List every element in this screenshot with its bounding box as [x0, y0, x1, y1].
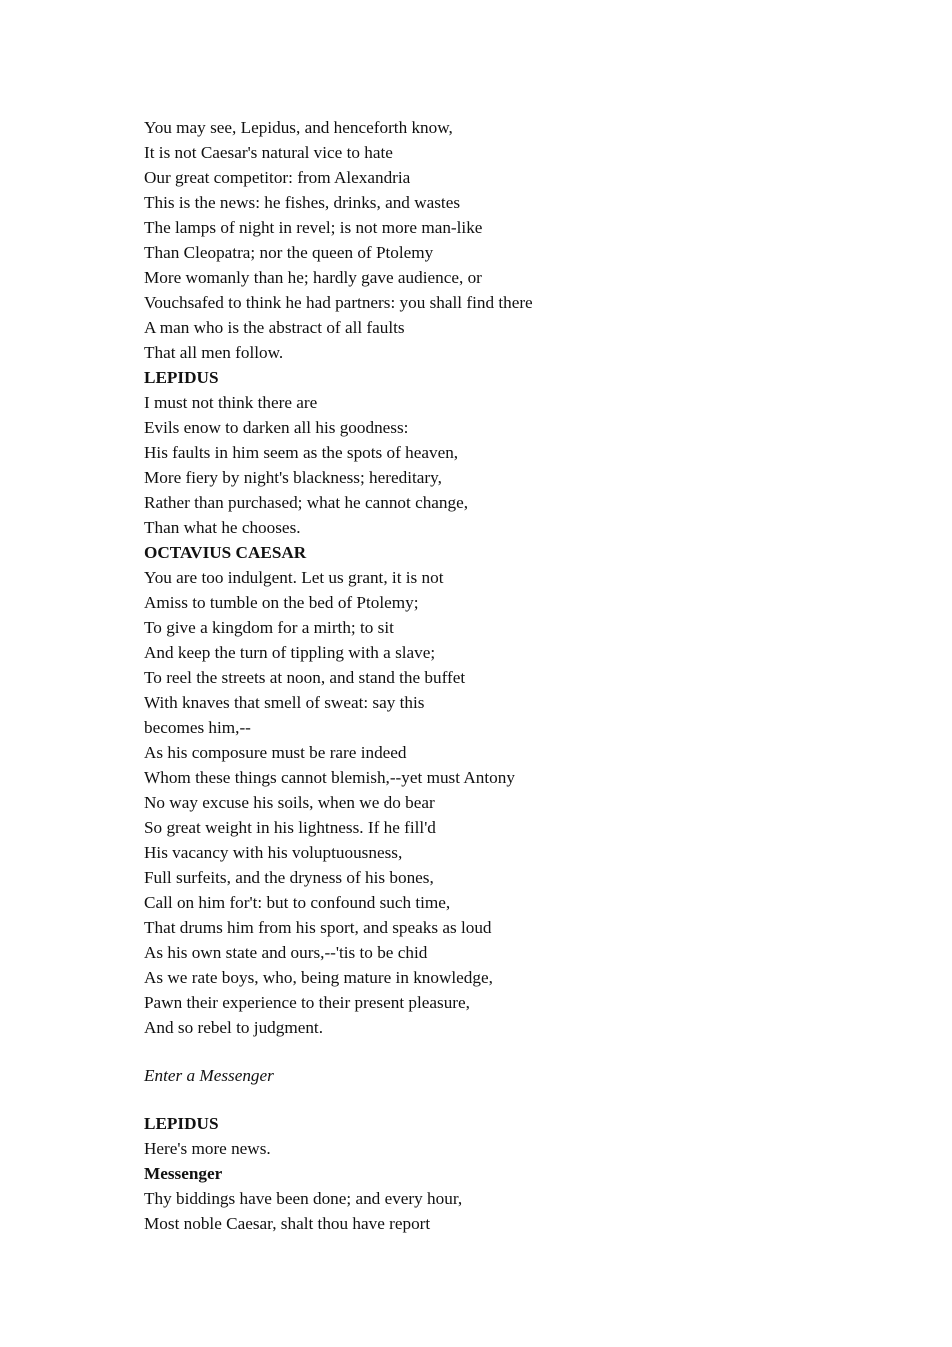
verse-line: That all men follow.	[144, 343, 284, 362]
verse-line: His faults in him seem as the spots of heaven,	[144, 443, 459, 462]
verse-line: Than Cleopatra; nor the queen of Ptolemy	[144, 243, 434, 262]
verse-line: You are too indulgent. Let us grant, it is not	[144, 568, 444, 587]
stage-direction-block	[144, 1063, 844, 1088]
verse-line: And so rebel to judgment.	[144, 1018, 324, 1037]
verse-line: Amiss to tumble on the bed of Ptolemy;	[144, 593, 419, 612]
speaker-name: OCTAVIUS CAESAR	[144, 543, 307, 562]
speaker-name: Messenger	[144, 1164, 223, 1183]
verse-line: Rather than purchased; what he cannot change,	[144, 493, 469, 512]
verse-line: This is the news: he fishes, drinks, and wastes	[144, 193, 461, 212]
verse-line: Our great competitor: from Alexandria	[144, 168, 411, 187]
verse-line: And keep the turn of tippling with a slave;	[144, 643, 436, 662]
verse-line: Vouchsafed to think he had partners: you shall find there	[144, 293, 533, 312]
verse-line: To reel the streets at noon, and stand the buffet	[144, 668, 466, 687]
verse-line: Full surfeits, and the dryness of his bones,	[144, 868, 434, 887]
verse-line: As his own state and ours,--'tis to be chid	[144, 943, 428, 962]
verse-line: As we rate boys, who, being mature in knowledge,	[144, 968, 493, 987]
verse-line: Than what he chooses.	[144, 518, 301, 537]
verse-line: Pawn their experience to their present pleasure,	[144, 993, 470, 1012]
verse-line: Thy biddings have been done; and every hour,	[144, 1189, 463, 1208]
speech-octavius-caesar-continued	[144, 115, 844, 365]
verse-line: Call on him for't: but to confound such time,	[144, 893, 451, 912]
verse-line: Evils enow to darken all his goodness:	[144, 418, 409, 437]
verse-line: The lamps of night in revel; is not more man-like	[144, 218, 483, 237]
play-text-page	[144, 115, 844, 1236]
verse-line: More womanly than he; hardly gave audience, or	[144, 268, 482, 287]
verse-line: To give a kingdom for a mirth; to sit	[144, 618, 394, 637]
verse-line: A man who is the abstract of all faults	[144, 318, 405, 337]
speech-messenger	[144, 1161, 844, 1236]
verse-line: That drums him from his sport, and speaks as loud	[144, 918, 492, 937]
speech-lepidus-news	[144, 1111, 844, 1161]
verse-line: More fiery by night's blackness; hereditary,	[144, 468, 442, 487]
verse-line: becomes him,--	[144, 718, 251, 737]
verse-line: As his composure must be rare indeed	[144, 743, 407, 762]
speech-lepidus	[144, 365, 844, 540]
speaker-name: LEPIDUS	[144, 1114, 219, 1133]
verse-line: You may see, Lepidus, and henceforth know,	[144, 118, 453, 137]
stage-direction: Enter a Messenger	[144, 1066, 274, 1085]
verse-line: Most noble Caesar, shalt thou have report	[144, 1214, 431, 1233]
verse-line: It is not Caesar's natural vice to hate	[144, 143, 393, 162]
verse-line: No way excuse his soils, when we do bear	[144, 793, 435, 812]
speech-octavius-caesar	[144, 540, 844, 1040]
verse-line: I must not think there are	[144, 393, 318, 412]
verse-line: Whom these things cannot blemish,--yet must Antony	[144, 768, 515, 787]
verse-line: His vacancy with his voluptuousness,	[144, 843, 403, 862]
verse-line: Here's more news.	[144, 1139, 271, 1158]
verse-line: So great weight in his lightness. If he fill'd	[144, 818, 436, 837]
speaker-name: LEPIDUS	[144, 368, 219, 387]
verse-line: With knaves that smell of sweat: say this	[144, 693, 425, 712]
